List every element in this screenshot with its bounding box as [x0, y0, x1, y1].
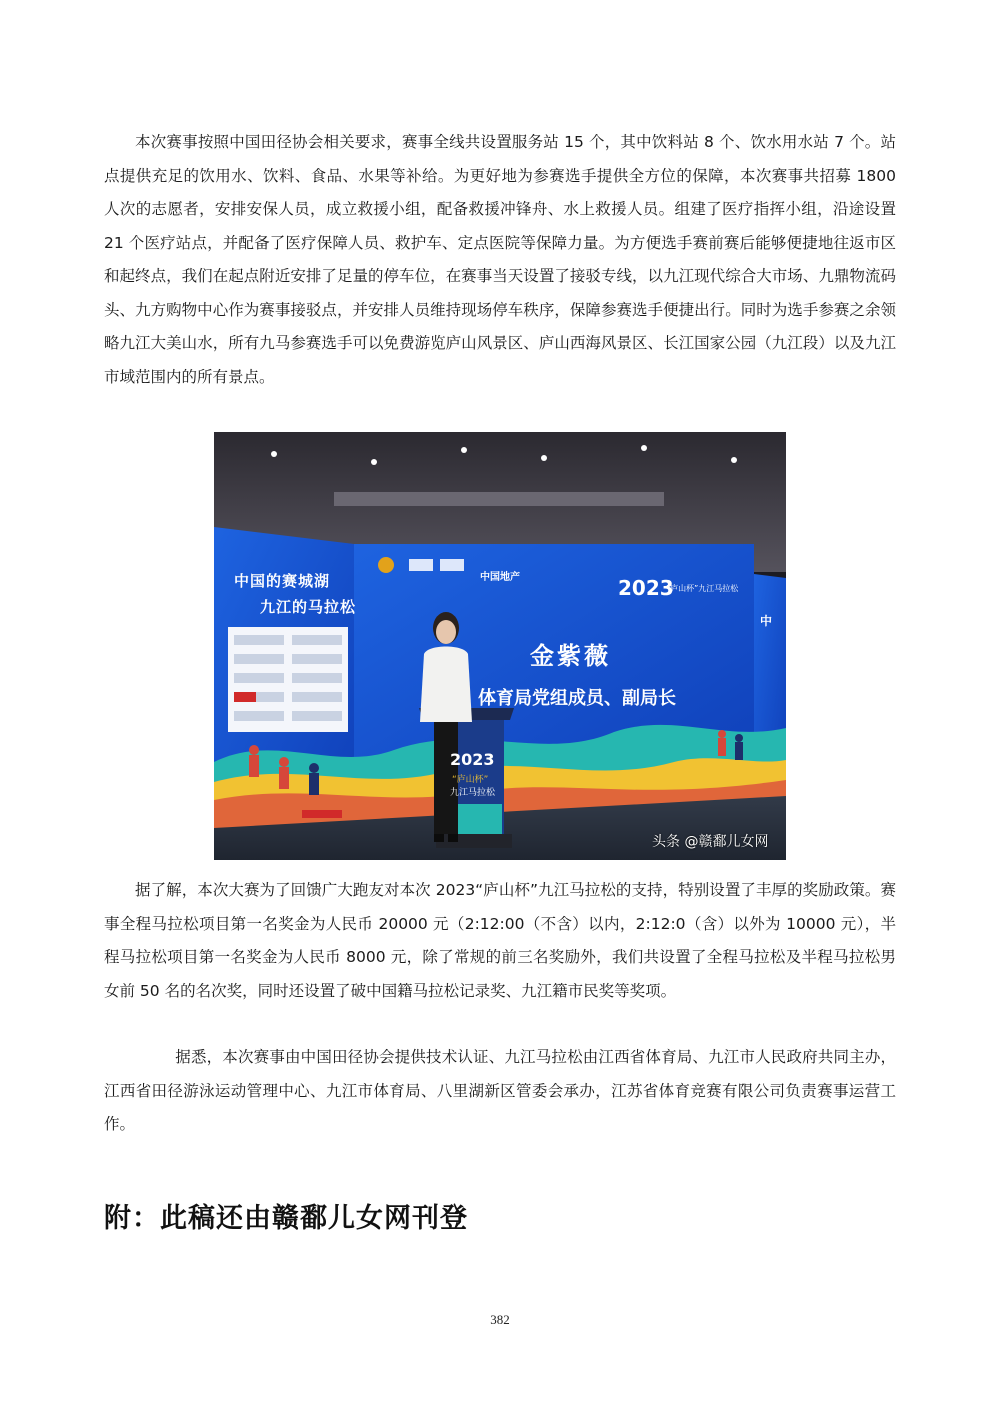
sponsor-logo: 中国地产 — [480, 572, 520, 583]
podium-line-1: “庐山杯” — [452, 775, 489, 785]
photo-watermark: 头条 @赣鄱儿女网 — [652, 834, 769, 850]
event-subtitle: “庐山杯”九江马拉松 — [666, 584, 739, 593]
body-paragraph-3: 据悉，本次赛事由中国田径协会提供技术认证、九江马拉松由江西省体育局、九江市人民政府共同主办，江西省田径游泳运动管理中心、九江市体育局、八里湖新区管委会承办，江苏省体育竞赛有限公司负责赛事运营工作。 — [104, 1048, 896, 1133]
left-panel-line-1: 中国的赛城湖 — [234, 572, 331, 590]
body-paragraph-1: 本次赛事按照中国田径协会相关要求，赛事全线共设置服务站 15 个，其中饮料站 8 个、饮水用水站 7 个。站点提供充足的饮用水、饮料、食品、水果等补给。为更好地为参赛选手提供全方位的保障，本次赛事共招募 1800 人次的志愿者，安排安保人员，成立救援小组，配备救援冲锋舟、水上救援人员。组建了医疗指挥小组，沿途设置 21 个医疗站点，并配备了医疗保障人员、救护车、定点医院等保障力量。为方便选手赛前赛后能够便捷地往返市区和起终点，我们在起点附近安排了足量的停车位，在赛事当天设置了接驳专线，以九江现代综合大市场、九鼎物流码头、九方购物中心作为赛事接驳点，并安排人员维持现场停车秩序，保障参赛选手便捷出行。同时为选手参赛之余领略九江大美山水，所有九马参赛选手可以免费游览庐山风景区、庐山西海风景区、长江国家公园（九江段）以及九江市域范围内的所有景点。 — [104, 133, 896, 386]
appendix-heading: 附：此稿还由赣鄱儿女网刊登 — [104, 1203, 468, 1234]
right-panel-text: 中 — [760, 614, 773, 628]
podium-year: 2023 — [450, 750, 495, 769]
body-paragraph-2: 据了解，本次大赛为了回馈广大跑友对本次 2023“庐山杯”九江马拉松的支持，特别设置了丰厚的奖励政策。赛事全程马拉松项目第一名奖金为人民币 20000 元（2:12:00（不含）以内，2:12:0（含）以外为 10000 元），半程马拉松项目第一名奖金为人民币 8000 元，除了常规的前三名奖励外，我们共设置了全程马拉松及半程马拉松男女前 50 名的名次奖，同时还设置了破中国籍马拉松记录奖、九江籍市民奖等奖项。 — [104, 881, 896, 1000]
event-year: 2023 — [618, 576, 674, 600]
page-number: 382 — [490, 1312, 510, 1327]
event-photo — [214, 432, 786, 860]
left-panel-line-2: 九江的马拉松 — [260, 598, 357, 616]
podium-line-2: 九江马拉松 — [450, 788, 496, 798]
speaker-name: 金紫薇 — [530, 642, 611, 670]
speaker-title: 体育局党组成员、副局长 — [478, 688, 676, 709]
